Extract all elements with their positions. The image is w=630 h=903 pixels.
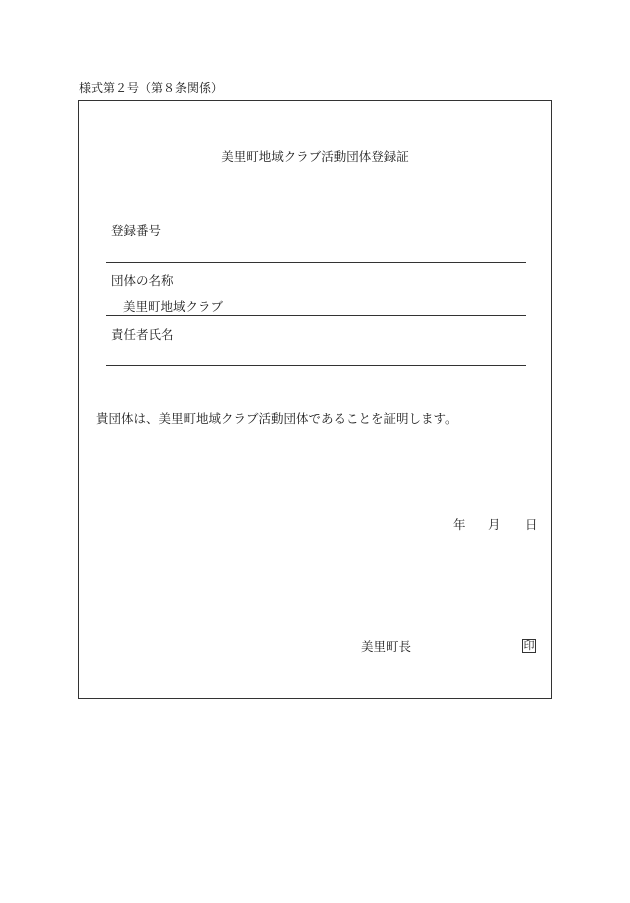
group-name-line [106, 315, 526, 316]
certificate-frame [78, 100, 552, 699]
responsible-person-label: 責任者氏名 [111, 327, 174, 342]
form-number-heading: 様式第２号（第８条関係） [79, 81, 224, 95]
group-name-label: 団体の名称 [111, 273, 174, 288]
registration-number-label: 登録番号 [111, 223, 162, 238]
seal-box: 印 [523, 639, 535, 652]
responsible-person-line [106, 365, 526, 366]
issuer-title: 美里町長 [361, 639, 412, 654]
date-year: 年 [453, 517, 466, 532]
date-month: 月 [488, 517, 501, 532]
date-day: 日 [525, 517, 538, 532]
certification-statement: 貴団体は、美里町地域クラブ活動団体であることを証明します。 [96, 411, 458, 426]
registration-number-line [106, 262, 526, 263]
group-name-value: 美里町地域クラブ [123, 299, 224, 314]
certificate-title: 美里町地域クラブ活動団体登録証 [221, 149, 409, 164]
